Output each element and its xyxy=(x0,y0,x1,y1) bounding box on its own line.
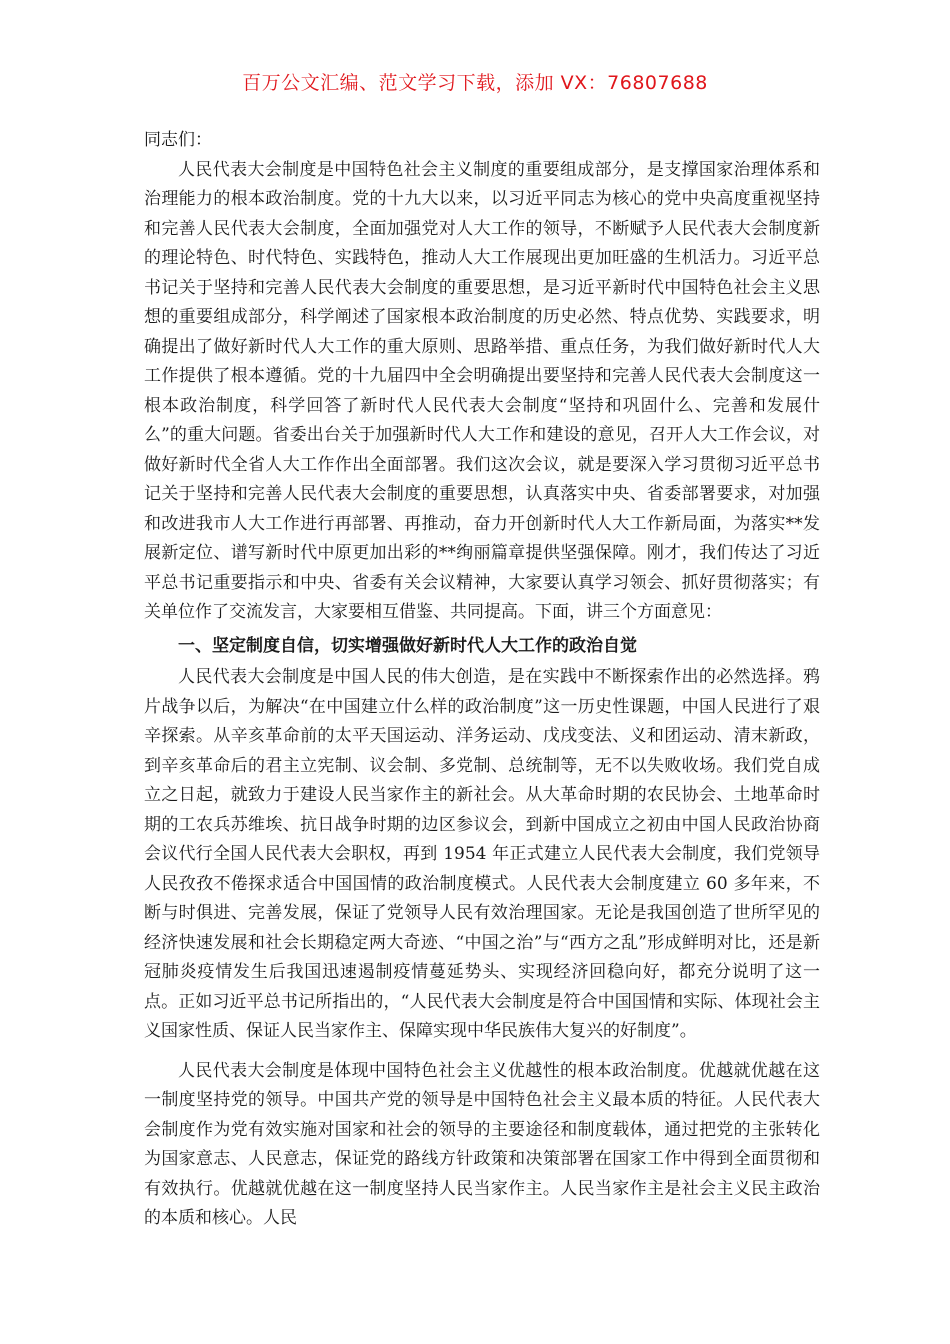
salutation: 同志们： xyxy=(144,130,212,150)
paragraph-history: 人民代表大会制度是中国人民的伟大创造，是在实践中不断探索作出的必然选择。鸦片战争以后，为解决“在中国建立什么样的政治制度”这一历史性课题，中国人民进行了艰辛探索。从辛亥革命前的太平天国运动、洋务运动、戊戌变法、义和团运动、清末新政，到辛亥革命后的君主立宪制、议会制、多党制、总统制等，无不以失败收场。我们党自成立之日起，就致力于建设人民当家作主的新社会。从大革命时期的农民协会、土地革命时期的工农兵苏维埃、抗日战争时期的边区参议会，到新中国成立之初由中国人民政治协商会议代行全国人民代表大会职权，再到 1954 年正式建立人民代表大会制度，我们党领导人民孜孜不倦探求适合中国国情的政治制度模式。人民代表大会制度建立 60 多年来，不断与时俱进、完善发展，保证了党领导人民有效治理国家。无论是我国创造了世所罕见的经济快速发展和社会长期稳定两大奇迹、“中国之治”与“西方之乱”形成鲜明对比，还是新冠肺炎疫情发生后我国迅速遏制疫情蔓延势头、实现经济回稳向好，都充分说明了这一点。正如习近平总书记所指出的，“人民代表大会制度是符合中国国情和实际、体现社会主义国家性质、保证人民当家作主、保障实现中华民族伟大复兴的好制度”。 xyxy=(144,667,820,1041)
document-body xyxy=(144,126,820,1234)
section-heading-1: 一、坚定制度自信，切实增强做好新时代人大工作的政治自觉 xyxy=(178,635,637,656)
paragraph-intro: 人民代表大会制度是中国特色社会主义制度的重要组成部分，是支撑国家治理体系和治理能力的根本政治制度。党的十九大以来，以习近平同志为核心的党中央高度重视坚持和完善人民代表大会制度，全面加强党对人大工作的领导，不断赋予人民代表大会制度新的理论特色、时代特色、实践特色，推动人大工作展现出更加旺盛的生机活力。习近平总书记关于坚持和完善人民代表大会制度的重要思想，是习近平新时代中国特色社会主义思想的重要组成部分，科学阐述了国家根本政治制度的历史必然、特点优势、实践要求，明确提出了做好新时代人大工作的重大原则、思路举措、重点任务，为我们做好新时代人大工作提供了根本遵循。党的十九届四中全会明确提出要坚持和完善人民代表大会制度这一根本政治制度，科学回答了新时代人民代表大会制度“坚持和巩固什么、完善和发展什么”的重大问题。省委出台关于加强新时代人大工作和建设的意见，召开人大工作会议，对做好新时代全省人大工作作出全面部署。我们这次会议，就是要深入学习贯彻习近平总书记关于坚持和完善人民代表大会制度的重要思想，认真落实中央、省委部署要求，对加强和改进我市人大工作进行再部署、再推动，奋力开创新时代人大工作新局面，为落实**发展新定位、谱写新时代中原更加出彩的**绚丽篇章提供坚强保障。刚才，我们传达了习近平总书记重要指示和中央、省委有关会议精神，大家要认真学习领会、抓好贯彻落实；有关单位作了交流发言，大家要相互借鉴、共同提高。下面，讲三个方面意见： xyxy=(144,159,820,622)
header-banner: 百万公文汇编、范文学习下载，添加 VX：76807688 xyxy=(242,72,708,94)
paragraph-superiority: 人民代表大会制度是体现中国特色社会主义优越性的根本政治制度。优越就优越在这一制度坚持党的领导。中国共产党的领导是中国特色社会主义最本质的特征。人民代表大会制度作为党有效实施对国家和社会的领导的主要途径和制度载体，通过把党的主张转化为国家意志、人民意志，保证党的路线方针政策和决策部署在国家工作中得到全面贯彻和有效执行。优越就优越在这一制度坚持人民当家作主。人民当家作主是社会主义民主政治的本质和核心。人民 xyxy=(144,1060,820,1228)
